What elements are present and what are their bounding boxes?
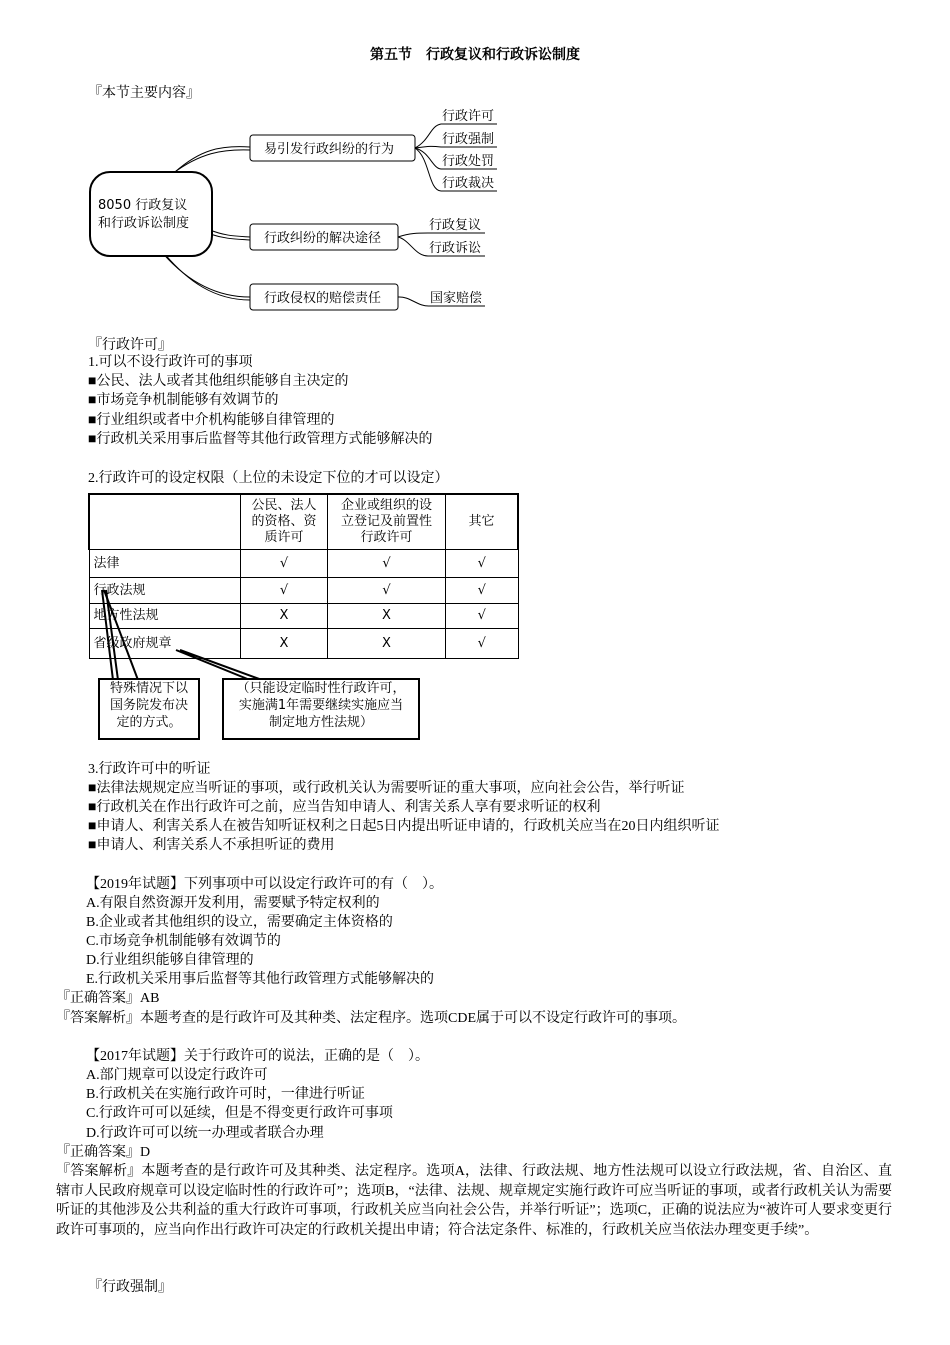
mind-map-leaf: 行政诉讼 <box>429 241 482 256</box>
table-cell: X <box>328 629 446 659</box>
mind-map-branch-label: 行政侵权的赔偿责任 <box>264 291 382 306</box>
table-cell: √ <box>328 578 446 604</box>
option: A.有限自然资源开发利用，需要赋予特定权利的 <box>86 896 380 911</box>
table-row-label: 地方性法规 <box>89 604 241 629</box>
item3-title: 3.行政许可中的听证 <box>88 762 211 777</box>
table-cell: √ <box>446 604 519 629</box>
bullet-point: ■行业组织或者中介机构能够自律管理的 <box>88 413 335 428</box>
table-cell: X <box>241 629 328 659</box>
table-header-cell: 其它 <box>446 494 519 550</box>
option: E.行政机关采用事后监督等其他行政管理方式能够解决的 <box>86 972 435 987</box>
table-cell: √ <box>328 550 446 578</box>
analysis: 『答案解析』本题考查的是行政许可及其种类、法定程序。选项CDE属于可以不设定行政许可的事项。 <box>56 1011 686 1026</box>
option: A.部门规章可以设定行政许可 <box>86 1068 268 1083</box>
table-row <box>89 629 518 659</box>
table-row-label: 行政法规 <box>89 578 241 604</box>
table-cell: √ <box>446 629 519 659</box>
table-cell: √ <box>241 578 328 604</box>
next-section-heading: 『行政强制』 <box>88 1280 172 1295</box>
option: B.企业或者其他组织的设立，需要确定主体资格的 <box>86 915 393 930</box>
table-row <box>89 550 518 578</box>
table-cell: √ <box>446 550 519 578</box>
bullet-point: ■申请人、利害关系人不承担听证的费用 <box>88 838 335 853</box>
table-cell: X <box>328 604 446 629</box>
bullet-point: ■申请人、利害关系人在被告知听证权利之日起5日内提出听证申请的，行政机关应当在20日内组织听证 <box>88 819 720 834</box>
mind-map-leaf: 行政强制 <box>442 132 495 147</box>
answer: 『正确答案』AB <box>56 991 160 1006</box>
table-header-row <box>89 494 518 550</box>
table-corner-cell <box>89 494 241 550</box>
question-2017: 【2017年试题】关于行政许可的说法，正确的是（ ）。 <box>86 1049 429 1064</box>
bullet-point: ■行政机关在作出行政许可之前，应当告知申请人、利害关系人享有要求听证的权利 <box>88 800 601 815</box>
mind-map-root-line1: 8050 行政复议 <box>98 198 188 213</box>
bullet-point: ■市场竞争机制能够有效调节的 <box>88 393 279 408</box>
bullet-point: ■公民、法人或者其他组织能够自主决定的 <box>88 374 349 389</box>
mind-map-leaf: 行政复议 <box>429 218 482 233</box>
option: C.行政许可可以延续，但是不得变更行政许可事项 <box>86 1106 393 1121</box>
mind-map-branch-label: 行政纠纷的解决途径 <box>264 231 382 246</box>
mind-map-root-line2: 和行政诉讼制度 <box>98 216 190 231</box>
callout-box: 特殊情况下以 国务院发布决 定的方式。 <box>98 678 200 740</box>
answer: 『正确答案』D <box>56 1145 151 1160</box>
table-header-cell: 公民、法人 的资格、资 质许可 <box>241 494 328 550</box>
table-cell: √ <box>446 578 519 604</box>
mind-map <box>0 0 520 330</box>
table-cell: X <box>241 604 328 629</box>
table-row-label: 省级政府规章 <box>89 629 241 659</box>
bullet-point: ■行政机关采用事后监督等其他行政管理方式能够解决的 <box>88 432 433 447</box>
permission-table <box>88 493 519 659</box>
table-row-label: 法律 <box>89 550 241 578</box>
option: C.市场竞争机制能够有效调节的 <box>86 934 281 949</box>
item1-title: 1.可以不设行政许可的事项 <box>88 355 253 370</box>
section-main-heading: 『本节主要内容』 <box>88 86 200 101</box>
item2-title: 2.行政许可的设定权限（上位的未设定下位的才可以设定） <box>88 471 449 486</box>
option: B.行政机关在实施行政许可时，一律进行听证 <box>86 1087 365 1102</box>
option: D.行政许可可以统一办理或者联合办理 <box>86 1126 324 1141</box>
mind-map-branch-label: 易引发行政纠纷的行为 <box>264 142 395 157</box>
table-row <box>89 578 518 604</box>
table-cell: √ <box>241 550 328 578</box>
mind-map-leaf: 行政处罚 <box>442 154 495 169</box>
option: D.行业组织能够自律管理的 <box>86 953 254 968</box>
mind-map-leaf: 行政裁决 <box>442 176 495 191</box>
table-row <box>89 604 518 629</box>
table-header-cell: 企业或组织的设 立登记及前置性 行政许可 <box>328 494 446 550</box>
bullet-point: ■法律法规规定应当听证的事项，或行政机关认为需要听证的重大事项，应向社会公告，举行听证 <box>88 781 685 796</box>
license-heading: 『行政许可』 <box>88 338 172 353</box>
page-title: 第五节 行政复议和行政诉讼制度 <box>370 48 580 63</box>
question-2019: 【2019年试题】下列事项中可以设定行政许可的有（ ）。 <box>86 877 443 892</box>
mind-map-leaf: 国家赔偿 <box>430 291 483 306</box>
callout-box: （只能设定临时性行政许可， 实施满1年需要继续实施应当 制定地方性法规） <box>222 678 420 740</box>
mind-map-root-node <box>90 172 212 256</box>
mind-map-leaf: 行政许可 <box>442 109 495 124</box>
analysis: 『答案解析』本题考查的是行政许可及其种类、法定程序。选项A，法律、行政法规、地方性法规可以设立行政法规，省、自治区、直辖市人民政府规章可以设定临时性的行政许可”；选项B，“法律、法规、规章规定实施行政许可应当听证的事项，或者行政机关认为需要听证的其他涉及公共利益的重大行政许可事项，行政机关应当向社会公告，并举行听证”；选项C，正确的说法应为“被许可人要求变更行政许可事项的，应当向作出行政许可决定的行政机关提出申请；符合法定条件、标准的，行政机关应当依法办理变更手续”。 <box>56 1164 892 1238</box>
